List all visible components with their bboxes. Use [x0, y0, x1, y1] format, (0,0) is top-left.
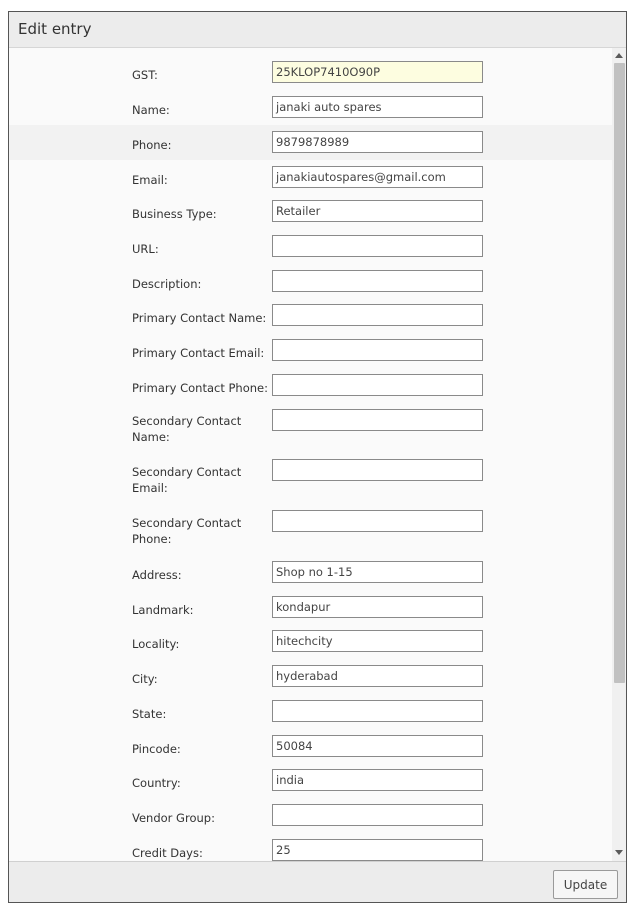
city-label: City:	[132, 672, 158, 686]
form-row-credit-days	[9, 839, 612, 861]
credit-days-label: Credit Days:	[132, 846, 203, 860]
primary-contact-name-label: Primary Contact Name:	[132, 311, 267, 325]
form-row-secondary-contact-phone	[9, 510, 612, 546]
state-label: State:	[132, 707, 167, 721]
form-row-country	[9, 769, 612, 791]
secondary-contact-email-input[interactable]	[272, 459, 483, 481]
scroll-down-arrow-icon[interactable]	[615, 850, 623, 855]
form-row-landmark	[9, 596, 612, 618]
form-row-secondary-contact-name	[9, 409, 612, 445]
form-row-secondary-contact-email	[9, 459, 612, 495]
pincode-label: Pincode:	[132, 742, 181, 756]
dialog-footer	[9, 861, 626, 903]
form-scroll-area	[9, 48, 612, 861]
secondary-contact-phone-label: Secondary Contact Phone:	[132, 516, 242, 546]
vertical-scrollbar[interactable]	[612, 48, 627, 861]
scroll-up-arrow-icon[interactable]	[615, 53, 623, 58]
landmark-input[interactable]: kondapur	[272, 596, 483, 618]
gst-label: GST:	[132, 68, 158, 82]
locality-input[interactable]: hitechcity	[272, 630, 483, 652]
form-row-name	[9, 96, 612, 118]
landmark-label: Landmark:	[132, 603, 194, 617]
primary-contact-phone-input[interactable]	[272, 374, 483, 396]
update-button[interactable]: Update	[553, 870, 618, 899]
scrollbar-thumb[interactable]	[614, 63, 625, 683]
form-row-business-type	[9, 200, 612, 222]
phone-label: Phone:	[132, 138, 172, 152]
name-input[interactable]: janaki auto spares	[272, 96, 483, 118]
form-row-pincode	[9, 735, 612, 757]
form-row-primary-contact-email	[9, 339, 612, 361]
form-row-email	[9, 166, 612, 188]
form-row-city	[9, 665, 612, 687]
email-input[interactable]: janakiautospares@gmail.com	[272, 166, 483, 188]
form-row-primary-contact-name	[9, 304, 612, 326]
form-row-description	[9, 270, 612, 292]
country-label: Country:	[132, 776, 181, 790]
name-label: Name:	[132, 103, 170, 117]
business-type-input[interactable]: Retailer	[272, 200, 483, 222]
form-row-locality	[9, 630, 612, 652]
url-input[interactable]	[272, 235, 483, 257]
description-label: Description:	[132, 277, 202, 291]
form-row-url	[9, 235, 612, 257]
primary-contact-name-input[interactable]	[272, 304, 483, 326]
description-input[interactable]	[272, 270, 483, 292]
secondary-contact-phone-input[interactable]	[272, 510, 483, 532]
state-input[interactable]	[272, 700, 483, 722]
locality-label: Locality:	[132, 637, 180, 651]
form-row-address	[9, 561, 612, 583]
secondary-contact-name-input[interactable]	[272, 409, 483, 431]
address-input[interactable]: Shop no 1-15	[272, 561, 483, 583]
secondary-contact-name-label: Secondary Contact Name:	[132, 414, 242, 444]
form-row-vendor-group	[9, 804, 612, 826]
vendor-group-input[interactable]	[272, 804, 483, 826]
credit-days-input[interactable]: 25	[272, 839, 483, 861]
url-label: URL:	[132, 242, 159, 256]
address-label: Address:	[132, 568, 182, 582]
form-row-primary-contact-phone	[9, 374, 612, 396]
form-row-state	[9, 700, 612, 722]
business-type-label: Business Type:	[132, 207, 217, 221]
secondary-contact-email-label: Secondary Contact Email:	[132, 465, 242, 495]
vendor-group-label: Vendor Group:	[132, 811, 215, 825]
country-input[interactable]: india	[272, 769, 483, 791]
primary-contact-phone-label: Primary Contact Phone:	[132, 381, 268, 395]
primary-contact-email-label: Primary Contact Email:	[132, 346, 265, 360]
form-row-phone	[9, 125, 612, 160]
form-row-gst	[9, 61, 612, 83]
phone-input[interactable]: 9879878989	[272, 131, 483, 153]
primary-contact-email-input[interactable]	[272, 339, 483, 361]
city-input[interactable]: hyderabad	[272, 665, 483, 687]
dialog-title: Edit entry	[18, 20, 92, 38]
email-label: Email:	[132, 173, 168, 187]
gst-input[interactable]: 25KLOP7410O90P	[272, 61, 483, 83]
edit-entry-dialog	[8, 11, 627, 903]
dialog-header	[9, 12, 626, 48]
pincode-input[interactable]: 50084	[272, 735, 483, 757]
